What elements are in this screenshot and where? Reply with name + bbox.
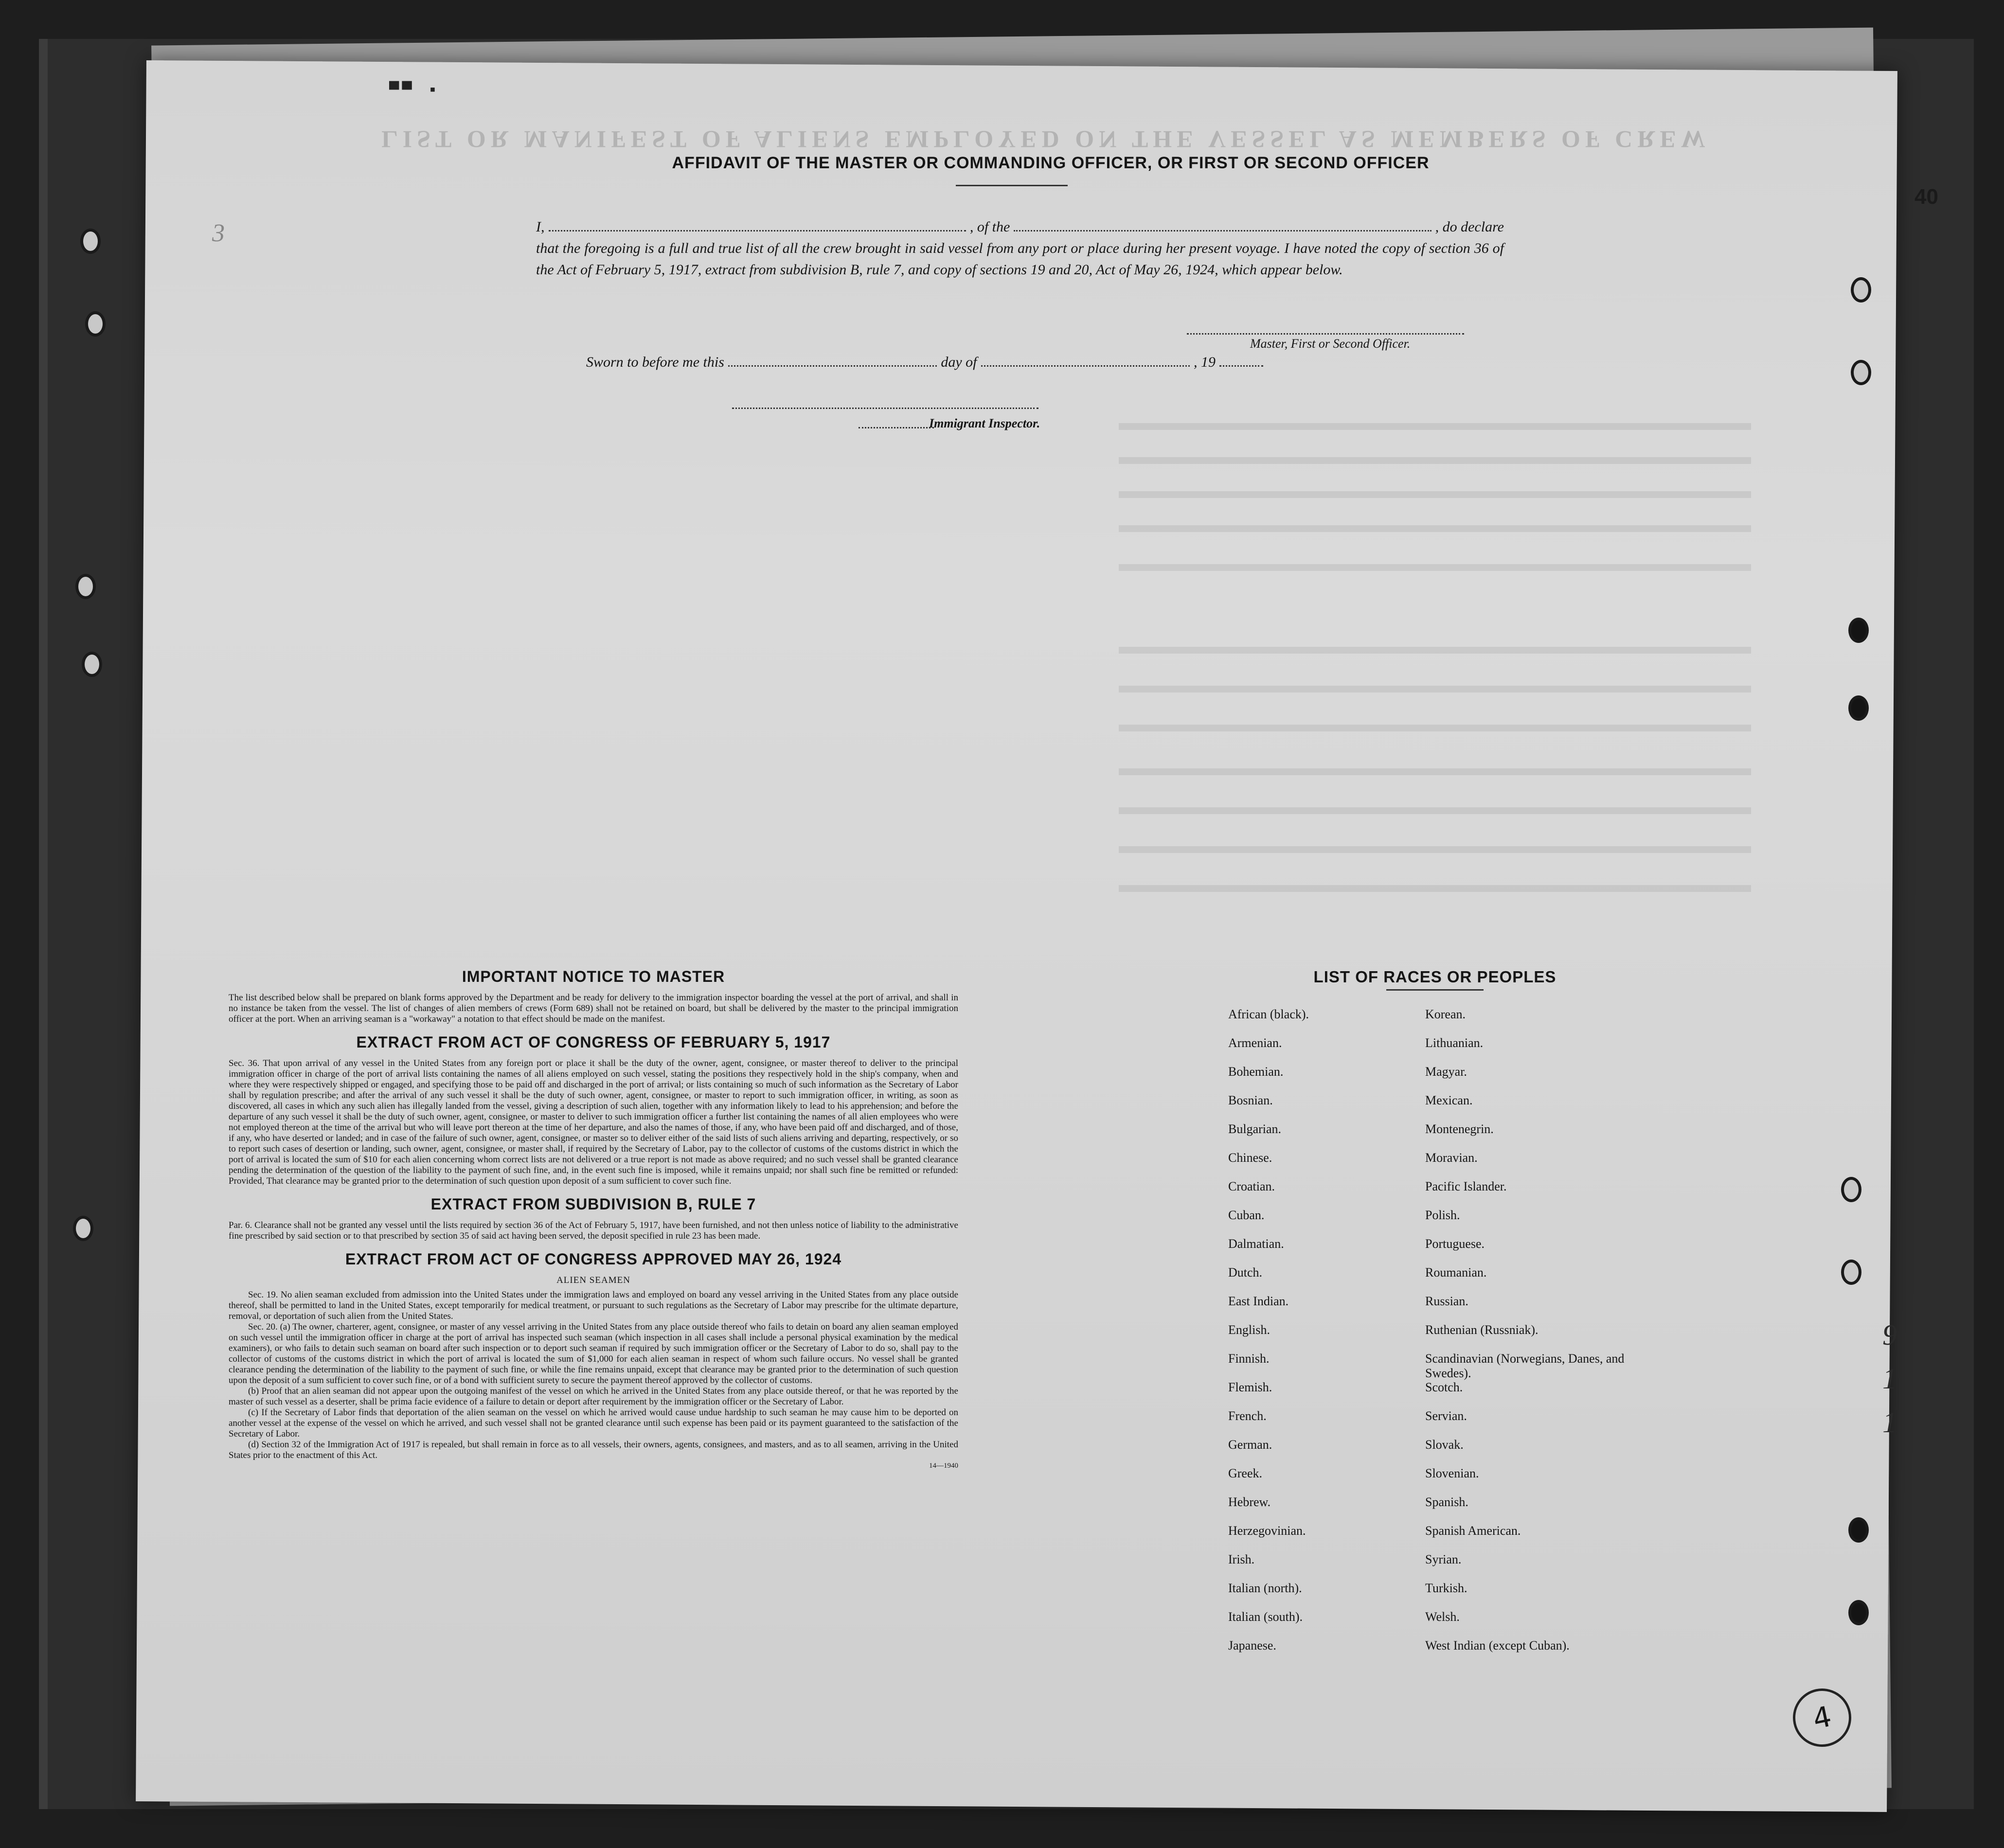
race-item: Cuban. bbox=[1228, 1208, 1265, 1222]
affidavit-body bbox=[536, 216, 1504, 281]
sworn-label: Sworn to before me this bbox=[586, 354, 724, 370]
race-item: Dutch. bbox=[1228, 1265, 1263, 1279]
binder-hole bbox=[1848, 695, 1869, 721]
title-divider bbox=[956, 185, 1068, 186]
year-label: , 19 bbox=[1194, 354, 1216, 370]
race-item: Scandinavian (Norwegians, Danes, and Swedes). bbox=[1425, 1351, 1625, 1380]
race-item: Chinese. bbox=[1228, 1151, 1272, 1165]
race-item: Russian. bbox=[1425, 1294, 1468, 1308]
race-item: Bulgarian. bbox=[1228, 1122, 1282, 1136]
bleed-through-row bbox=[1119, 846, 1751, 853]
race-item: English. bbox=[1228, 1323, 1270, 1337]
bleed-through-row bbox=[1119, 647, 1751, 654]
races-grid bbox=[1228, 1007, 1654, 1667]
races-title: LIST OF RACES OR PEOPLES bbox=[1313, 968, 1557, 986]
race-item: Polish. bbox=[1425, 1208, 1460, 1222]
alien-seamen-subtitle: ALIEN SEAMEN bbox=[556, 1275, 630, 1285]
handwritten-mark: 3 bbox=[212, 219, 225, 247]
race-item: Dalmatian. bbox=[1228, 1237, 1284, 1251]
binder-hole bbox=[1848, 618, 1869, 643]
race-item: Hebrew. bbox=[1228, 1495, 1271, 1509]
margin-handwriting bbox=[1882, 1313, 1897, 1444]
binder-hole bbox=[1851, 360, 1871, 385]
race-item: Bosnian. bbox=[1228, 1093, 1273, 1107]
binder-hole bbox=[73, 1216, 93, 1241]
extract-rule7-title: EXTRACT FROM SUBDIVISION B, RULE 7 bbox=[430, 1195, 756, 1213]
race-item: Moravian. bbox=[1425, 1151, 1478, 1165]
bleed-through-row bbox=[1119, 807, 1751, 814]
sworn-line bbox=[586, 354, 1267, 371]
race-item: Turkish. bbox=[1425, 1581, 1467, 1595]
binder-hole bbox=[1851, 277, 1871, 302]
race-item: Welsh. bbox=[1425, 1610, 1460, 1624]
of-the-label: , of the bbox=[969, 219, 1010, 235]
inspector-signature-line-short bbox=[859, 427, 934, 428]
bleed-through-header: LIST OR MANIFEST OF ALIENS EMPLOYED ON THE VESSEL AS MEMBERS OF CREW bbox=[381, 126, 1710, 153]
vessel-name-field[interactable] bbox=[1014, 216, 1431, 231]
affidavit-statement: that the foregoing is a full and true list of all the crew brought in said vessel from any port or place during her present voyage. I have noted the copy of section 36 of the Act of February 5, 1917, extract from subdivision B, rule 7, and copy of sections 19 and 20, Act of May 26, 1924, which appear below. bbox=[536, 240, 1504, 278]
affidavit-title: AFFIDAVIT OF THE MASTER OR COMMANDING OFFICER, OR FIRST OR SECOND OFFICER bbox=[672, 154, 1430, 172]
race-item: Spanish. bbox=[1425, 1495, 1468, 1509]
race-item: Scotch. bbox=[1425, 1380, 1463, 1394]
race-item: Greek. bbox=[1228, 1466, 1263, 1480]
race-item: Slovenian. bbox=[1425, 1466, 1479, 1480]
race-item: Syrian. bbox=[1425, 1552, 1462, 1566]
extract-1917-title: EXTRACT FROM ACT OF CONGRESS OF FEBRUARY 5, 1917 bbox=[356, 1033, 831, 1051]
binder-hole bbox=[1841, 1177, 1861, 1202]
master-name-field[interactable] bbox=[549, 216, 966, 231]
notice-text: The list described below shall be prepared on blank forms approved by the Department and be ready for delivery to the immigration inspector boarding the vessel at the port of arrival, and shall in no instance be taken from the vessel. The list of changes of alien members of crews (Form 689) shall not be retained on board, but shall be delivered by the master to the principal immigration officer at the port. When an arriving seaman is a "workaway" a notation to that effect should be made on the manifest. bbox=[229, 993, 958, 1024]
race-item: Croatian. bbox=[1228, 1179, 1275, 1193]
race-item: African (black). bbox=[1228, 1007, 1309, 1021]
bleed-through-row bbox=[1119, 525, 1751, 532]
inspector-signature-line[interactable] bbox=[732, 408, 1038, 409]
race-item: Korean. bbox=[1425, 1007, 1466, 1021]
binder-hole bbox=[1848, 1517, 1869, 1543]
race-item: Armenian. bbox=[1228, 1036, 1282, 1050]
extract-1924-title: EXTRACT FROM ACT OF CONGRESS APPROVED MAY 26, 1924 bbox=[345, 1250, 842, 1268]
bleed-through-row bbox=[1119, 725, 1751, 731]
master-signature-label: Master, First or Second Officer. bbox=[1250, 337, 1411, 351]
binder-hole bbox=[1848, 1600, 1869, 1625]
bleed-through-row bbox=[1119, 491, 1751, 498]
sec-20a-paragraph: Sec. 20. (a) The owner, charterer, agent, consignee, or master of any vessel arriving in the United States from any place outside thereof who fails to detain on board any alien seaman employed on such vessel until the immigration officer in charge at the port of arrival has inspected such seaman (which inspection in all cases shall include a personal physical examination by the medical examiners), or who fails to detain such seaman on board after such inspection or to deport such seaman if required by such immigration officer or the Secretary of Labor to do so, shall pay to the collector of customs of the customs district in which the port of arrival is located the sum of $1,000 for each alien seaman in respect of whom such failure occurs. No vessel shall be granted clearance pending the determination of the liability to the payment of such fine, or while the fine remains unpaid, except that clearance may be granted prior to the determination of such question upon the deposit of a sum sufficient to cover such fine, or of a bond with sufficient surety to secure the payment thereof approved by the collector of customs. bbox=[229, 1322, 958, 1386]
race-item: Italian (north). bbox=[1228, 1581, 1302, 1595]
i-label: I, bbox=[536, 219, 545, 235]
day-of-label: day of bbox=[941, 354, 977, 370]
bleed-through-row bbox=[1119, 457, 1751, 464]
race-item: Montenegrin. bbox=[1425, 1122, 1494, 1136]
bleed-through-row bbox=[1119, 885, 1751, 892]
bleed-through-row bbox=[1119, 768, 1751, 775]
race-item: Italian (south). bbox=[1228, 1610, 1303, 1624]
page-number: 40 bbox=[1915, 185, 1938, 209]
race-item: Magyar. bbox=[1425, 1065, 1467, 1079]
race-item: German. bbox=[1228, 1438, 1272, 1452]
sworn-day-field[interactable] bbox=[728, 355, 937, 367]
race-item: Pacific Islander. bbox=[1425, 1179, 1507, 1193]
binder-hole bbox=[85, 311, 106, 337]
race-item: Irish. bbox=[1228, 1552, 1255, 1566]
race-item: Lithuanian. bbox=[1425, 1036, 1484, 1050]
bleed-through-row bbox=[1119, 686, 1751, 693]
margin-note: 1 bbox=[1882, 1406, 1897, 1439]
race-item: Servian. bbox=[1425, 1409, 1467, 1423]
sec-20b-paragraph: (b) Proof that an alien seaman did not appear upon the outgoing manifest of the vessel on which he arrived in the United States from any place outside thereof, or that he was reported by the master of such vessel as a deserter, shall be prima facie evidence of a failure to detain or deport after requirement by the immigration officer or the Secretary of Labor. bbox=[229, 1386, 958, 1407]
bleed-through-row bbox=[1119, 564, 1751, 571]
races-divider bbox=[1386, 989, 1484, 991]
legal-notices bbox=[229, 968, 958, 1470]
sworn-month-field[interactable] bbox=[981, 355, 1190, 367]
margin-note: 9 bbox=[1882, 1319, 1897, 1351]
master-signature-line[interactable] bbox=[1187, 333, 1464, 335]
race-item: Mexican. bbox=[1425, 1093, 1473, 1107]
race-item: Flemish. bbox=[1228, 1380, 1272, 1394]
margin-note: 1 bbox=[1882, 1363, 1897, 1395]
inspector-label: Immigrant Inspector. bbox=[929, 416, 1040, 430]
sec-19-paragraph: Sec. 19. No alien seaman excluded from admission into the United States under the immigration laws and employed on board any vessel arriving in the United States from any place outside thereof, shall be permitted to land in the United States, except temporarily for medical treatment, or pursuant to such regulations as the Secretary of Labor may prescribe for the ultimate departure, removal, or deportation of such alien from the United States. bbox=[229, 1290, 958, 1321]
bleed-through-row bbox=[1119, 423, 1751, 430]
form-number: 14—1940 bbox=[929, 1462, 958, 1470]
sec-20c-paragraph: (c) If the Secretary of Labor finds that deportation of the alien seaman on the vessel on which he arrived would cause undue hardship to such seaman he may cause him to be deported on another vessel at the expense of the vessel on which he arrived, and such vessel shall not be granted clearance until such expense has been paid or its payment guaranteed to the satisfaction of the Secretary of Labor. bbox=[229, 1407, 958, 1439]
race-item: Japanese. bbox=[1228, 1638, 1276, 1653]
race-item: Portuguese. bbox=[1425, 1237, 1485, 1251]
circled-handwritten-number: 4 bbox=[1788, 1683, 1857, 1752]
extract-rule7-text: Par. 6. Clearance shall not be granted any vessel until the lists required by section 36 of the Act of February 5, 1917, have been furnished, and not then unless notice of liability to the administrative fine prescribed by said section or to that prescribed by section 35 of said act having been served, the deposit specified in rule 23 has been made. bbox=[229, 1220, 958, 1241]
binder-hole bbox=[82, 652, 102, 677]
race-item: Roumanian. bbox=[1425, 1265, 1487, 1279]
race-item: Finnish. bbox=[1228, 1351, 1270, 1366]
corner-stamp-mark: ▀▀ ▪ bbox=[389, 82, 441, 100]
race-item: Slovak. bbox=[1425, 1438, 1464, 1452]
notice-title: IMPORTANT NOTICE TO MASTER bbox=[462, 968, 725, 985]
extract-1917-text: Sec. 36. That upon arrival of any vessel in the United States from any foreign port or place it shall be the duty of the owner, agent, consignee, or master thereof to deliver to the principal immigration officer in charge of the port of arrival lists containing the names of all aliens employed on such vessel, stating the positions they respectively hold in the ship's company, when and where they were respectively shipped or engaged, and specifying those to be paid off and discharged in the port of arrival; or lists containing so much of such information as the Secretary of Labor shall by regulation prescribe; and after the arrival of any such vessel it shall be the duty of such owner, agent, consignee, or master to report to such immigration officer, in writing, as soon as discovered, all cases in which any such alien has illegally landed from the vessel, giving a description of such alien, together with any information likely to lead to his apprehension; and before the departure of any such vessel it shall be the duty of such owner, agent, consignee, or master to deliver to such immigration officer a further list containing the names of all alien employees who were not employed thereon at the time of the arrival but who will leave port thereon at the time of her departure, and also the names of those, if any, who have been paid off and discharged, and of those, if any, who have deserted or landed; and in case of the failure of such owner, agent, consignee, or master so to deliver either of the said lists of such aliens arriving and departing, respectively, or so to report such cases of desertion or landing, such owner, agent, consignee, or master shall, if required by the Secretary of Labor, pay to the collector of customs of the customs district in which the port of arrival is located the sum of $10 for each alien concerning whom correct lists are not delivered or a true report is not made as above required; and no such vessel shall be granted clearance pending the determination of the question of the liability to the payment of such fine, and, in the event such fine is imposed, while it remains unpaid; nor shall such fine be remitted or refunded: Provided, That clearance may be granted prior to the determination of such question upon deposit of a sum sufficient to cover such fine. bbox=[229, 1058, 958, 1186]
sec-20d-paragraph: (d) Section 32 of the Immigration Act of 1917 is repealed, but shall remain in force as to all vessels, their owners, agents, consignees, and masters, and as to all seamen, arriving in the United States prior to the enactment of this Act. bbox=[229, 1439, 958, 1460]
binder-hole bbox=[75, 574, 96, 599]
race-item: Herzegovinian. bbox=[1228, 1524, 1306, 1538]
race-item: Bohemian. bbox=[1228, 1065, 1284, 1079]
binder-hole bbox=[80, 229, 101, 254]
race-item: East Indian. bbox=[1228, 1294, 1289, 1308]
race-item: French. bbox=[1228, 1409, 1267, 1423]
declare-label: , do declare bbox=[1435, 219, 1504, 235]
race-item: Ruthenian (Russniak). bbox=[1425, 1323, 1539, 1337]
races-list bbox=[1216, 968, 1654, 1667]
race-item: Spanish American. bbox=[1425, 1524, 1521, 1538]
sworn-year-field[interactable] bbox=[1219, 355, 1263, 367]
race-item: West Indian (except Cuban). bbox=[1425, 1638, 1570, 1653]
binder-hole bbox=[1841, 1260, 1861, 1285]
